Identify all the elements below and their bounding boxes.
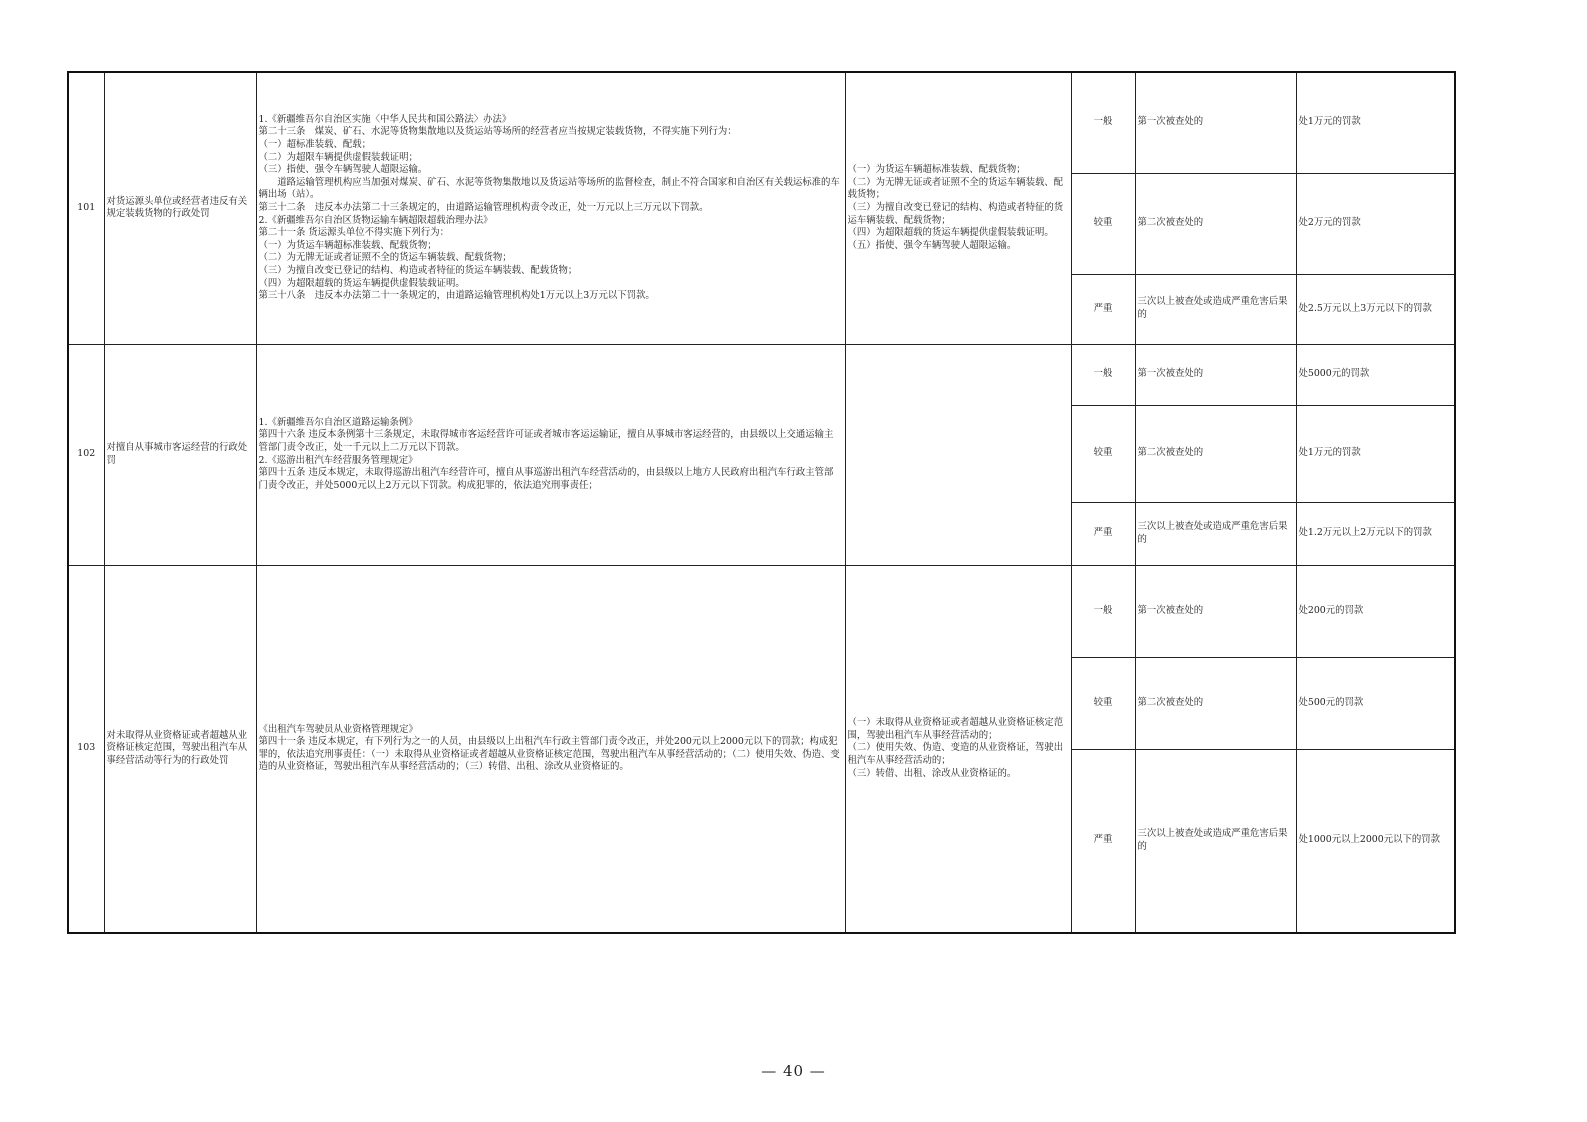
table-row <box>68 344 1455 405</box>
penalty-item: 对擅自从事城市客运经营的行政处罚 <box>104 344 256 565</box>
penalty-standard: 处1000元以上2000元以下的罚款 <box>1296 749 1455 933</box>
legal-basis-line: 第四十一条 违反本规定，有下列行为之一的人员，由县级以上出租汽车行政主管部门责令改正，并处200元以上2000元以下的罚款；构成犯罪的，依法追究刑事责任：（一）未取得从业资格证或者超越从业资格证核定范围，驾驶出租汽车从事经营活动的；（二）使用失效、伪造、变造的从业资格证，驾驶出租汽车从事经营活动的；（三）转借、出租、涂改从业资格证的。 <box>258 736 840 773</box>
table-row <box>68 565 1455 657</box>
applicable-condition: 第二次被查处的 <box>1135 405 1296 502</box>
legal-basis-line: 2.《新疆维吾尔自治区货物运输车辆超限超载治理办法》 <box>258 214 493 226</box>
legal-basis-line: （三）指使、强令车辆驾驶人超限运输。 <box>258 164 428 176</box>
row-number: 101 <box>68 72 104 344</box>
circumstance-line: （五）指使、强令车辆驾驶人超限运输。 <box>847 239 1017 251</box>
violation-circumstances <box>845 565 1071 933</box>
page-number: — 40 — <box>761 1062 826 1080</box>
legal-basis-line: （二）为超限车辆提供虚假装载证明； <box>258 151 418 163</box>
circumstance-line: （四）为超限超载的货运车辆提供虚假装载证明。 <box>847 227 1054 239</box>
applicable-condition: 第一次被查处的 <box>1135 344 1296 405</box>
legal-basis-line: 第四十五条 违反本规定，未取得巡游出租汽车经营许可，擅自从事巡游出租汽车经营活动的，由县级以上地方人民政府出租汽车行政主管部门责令改正，并处5000元以上2万元以下罚款。构成犯罪的，依法追究刑事责任； <box>258 467 834 491</box>
legal-basis-line: 2.《巡游出租汽车经营服务管理规定》 <box>258 454 418 466</box>
severity-level: 较重 <box>1071 173 1135 274</box>
row-number: 103 <box>68 565 104 933</box>
penalty-standard: 处500元的罚款 <box>1296 657 1455 749</box>
legal-basis-line: （一）为货运车辆超标准装载、配载货物； <box>258 239 437 251</box>
circumstance-line: （三）转借、出租、涂改从业资格证的。 <box>847 767 1017 779</box>
penalty-table <box>67 71 1456 934</box>
severity-level: 一般 <box>1071 344 1135 405</box>
legal-basis-line: 1.《新疆维吾尔自治区实施〈中华人民共和国公路法〉办法》 <box>258 113 512 125</box>
table-row <box>68 72 1455 173</box>
penalty-standard: 处5000元的罚款 <box>1296 344 1455 405</box>
applicable-condition: 第二次被查处的 <box>1135 657 1296 749</box>
penalty-standard: 处200元的罚款 <box>1296 565 1455 657</box>
applicable-condition: 三次以上被查处或造成严重危害后果的 <box>1135 274 1296 344</box>
penalty-standard: 处2.5万元以上3万元以下的罚款 <box>1296 274 1455 344</box>
circumstance-line: （二）使用失效、伪造、变造的从业资格证，驾驶出租汽车从事经营活动的； <box>847 742 1064 767</box>
legal-basis <box>256 344 845 565</box>
severity-level: 严重 <box>1071 749 1135 933</box>
applicable-condition: 三次以上被查处或造成严重危害后果的 <box>1135 502 1296 565</box>
legal-basis <box>256 72 845 344</box>
penalty-standard: 处1.2万元以上2万元以下的罚款 <box>1296 502 1455 565</box>
row-number: 102 <box>68 344 104 565</box>
penalty-standard: 处1万元的罚款 <box>1296 405 1455 502</box>
applicable-condition: 第一次被查处的 <box>1135 72 1296 173</box>
penalty-item: 对货运源头单位或经营者违反有关规定装载货物的行政处罚 <box>104 72 256 344</box>
legal-basis-line: 第三十二条 违反本办法第二十三条规定的，由道路运输管理机构责令改正，处一万元以上三万元以下罚款。 <box>258 201 709 213</box>
legal-basis-line: 《出租汽车驾驶员从业资格管理规定》 <box>258 723 418 735</box>
penalty-standard: 处2万元的罚款 <box>1296 173 1455 274</box>
severity-level: 较重 <box>1071 657 1135 749</box>
legal-basis-line: （三）为擅自改变已登记的结构、构造或者特征的货运车辆装载、配载货物； <box>258 264 578 276</box>
violation-circumstances <box>845 344 1071 565</box>
circumstance-line: （三）为擅自改变已登记的结构、构造或者特征的货运车辆装载、配载货物； <box>847 201 1064 226</box>
legal-basis-line: （二）为无牌无证或者证照不全的货运车辆装载、配载货物； <box>258 252 512 264</box>
applicable-condition: 第一次被查处的 <box>1135 565 1296 657</box>
penalty-item: 对未取得从业资格证或者超越从业资格证核定范围，驾驶出租汽车从事经营活动等行为的行政处罚 <box>104 565 256 933</box>
legal-basis <box>256 565 845 933</box>
circumstance-line: （二）为无牌无证或者证照不全的货运车辆装载、配载货物； <box>847 176 1064 201</box>
severity-level: 严重 <box>1071 274 1135 344</box>
severity-level: 一般 <box>1071 72 1135 173</box>
legal-basis-line: 1.《新疆维吾尔自治区道路运输条例》 <box>258 416 418 428</box>
legal-basis-line: 道路运输管理机构应当加强对煤炭、矿石、水泥等货物集散地以及货运站等场所的监督检查，制止不符合国家和自治区有关载运标准的车辆出场（站）。 <box>258 176 840 201</box>
applicable-condition: 第二次被查处的 <box>1135 173 1296 274</box>
legal-basis-line: 第四十六条 违反本条例第十三条规定，未取得城市客运经营许可证或者城市客运运输证，擅自从事城市客运经营的，由县级以上交通运输主管部门责令改正，处一千元以上二万元以下罚款。 <box>258 429 834 453</box>
severity-level: 严重 <box>1071 502 1135 565</box>
penalty-standard: 处1万元的罚款 <box>1296 72 1455 173</box>
severity-level: 较重 <box>1071 405 1135 502</box>
legal-basis-line: 第二十三条 煤炭、矿石、水泥等货物集散地以及货运站等场所的经营者应当按规定装载货物，不得实施下列行为： <box>258 126 737 138</box>
circumstance-line: （一）为货运车辆超标准装载、配载货物； <box>847 164 1026 176</box>
legal-basis-line: 第三十八条 违反本办法第二十一条规定的，由道路运输管理机构处1万元以上3万元以下罚款。 <box>258 290 655 302</box>
violation-circumstances <box>845 72 1071 344</box>
legal-basis-line: （一）超标准装载、配载； <box>258 138 372 150</box>
legal-basis-line: （四）为超限超载的货运车辆提供虚假装载证明。 <box>258 277 465 289</box>
circumstance-line: （一）未取得从业资格证或者超越从业资格证核定范围，驾驶出租汽车从事经营活动的； <box>847 717 1064 741</box>
applicable-condition: 三次以上被查处或造成严重危害后果的 <box>1135 749 1296 933</box>
legal-basis-line: 第二十一条 货运源头单位不得实施下列行为： <box>258 227 449 239</box>
severity-level: 一般 <box>1071 565 1135 657</box>
